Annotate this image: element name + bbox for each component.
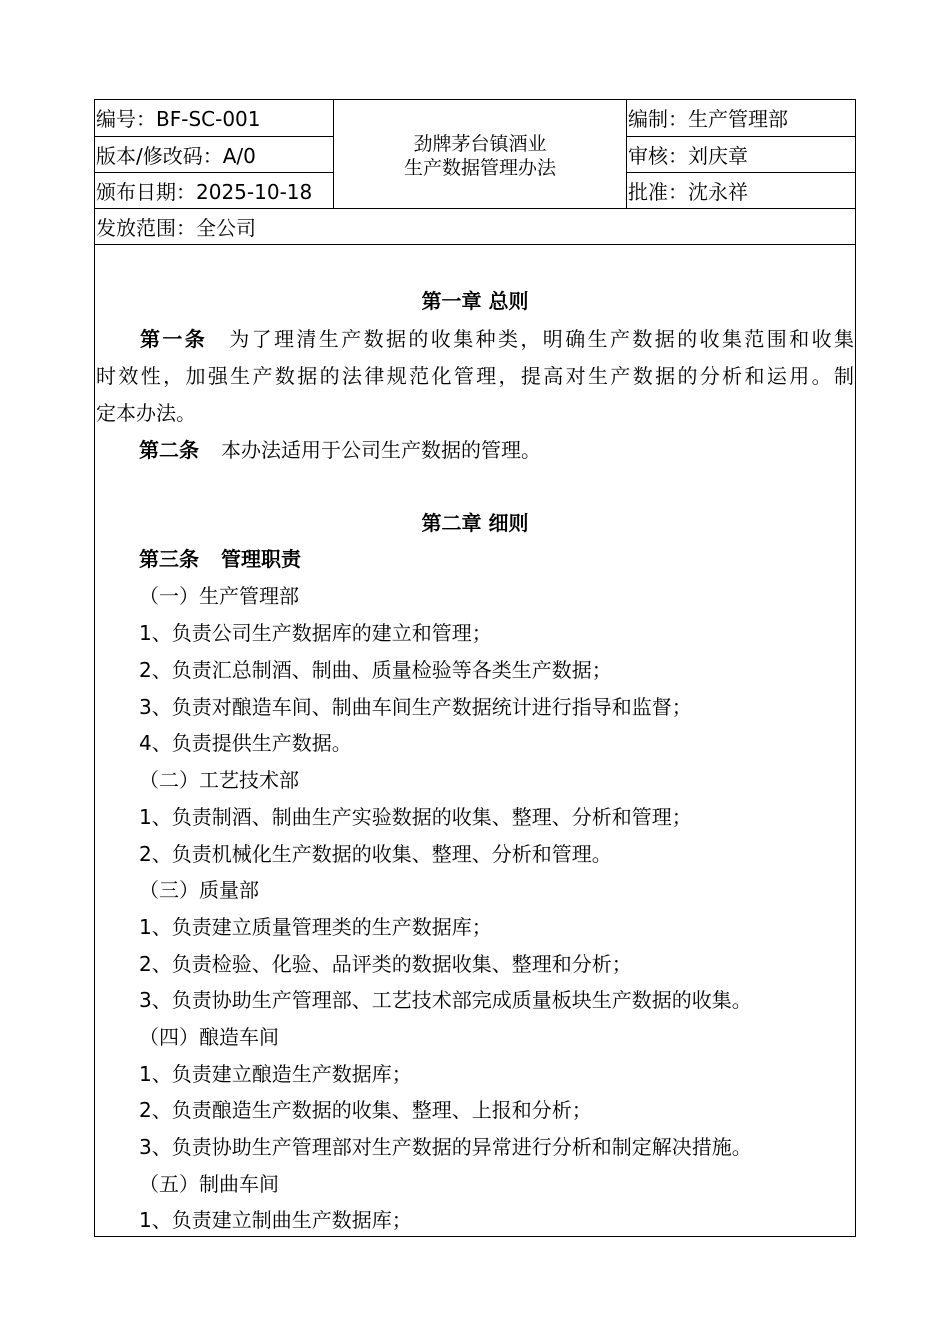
reviewed-by: 审核：刘庆章: [628, 144, 748, 168]
doc-number: 编号：BF-SC-001: [96, 107, 261, 131]
doc-title-line1: 劲牌茅台镇酒业: [413, 133, 547, 155]
article-1-text: 为了理清生产数据的收集种类，明确生产数据的收集范围和收集: [229, 327, 855, 351]
list-item: 1、负责建立酿造生产数据库；: [139, 1062, 412, 1086]
section-heading: （五）制曲车间: [139, 1172, 279, 1196]
list-item: 1、负责公司生产数据库的建立和管理；: [139, 621, 492, 645]
article-1-line1: [96, 321, 854, 357]
doc-title-line2: 生产数据管理办法: [403, 157, 556, 179]
issue-date: 颁布日期：2025-10-18: [96, 180, 313, 204]
article-2-label: 第二条: [139, 438, 199, 462]
section-heading: （一）生产管理部: [139, 584, 299, 608]
chapter-2-title: 第二章 细则: [421, 511, 529, 535]
version-code: 版本/修改码：A/0: [96, 144, 256, 168]
list-item: 2、负责酿造生产数据的收集、整理、上报和分析；: [139, 1098, 592, 1122]
header-divider: [626, 99, 627, 209]
article-2: [139, 432, 541, 468]
list-item: 2、负责机械化生产数据的收集、整理、分析和管理。: [139, 842, 612, 866]
approved-by: 批准：沈永祥: [628, 180, 748, 204]
section-heading: （二）工艺技术部: [139, 768, 299, 792]
list-item: 1、负责建立制曲生产数据库；: [139, 1208, 412, 1232]
article-3-title: 管理职责: [221, 547, 301, 571]
article-2-text: 本办法适用于公司生产数据的管理。: [221, 438, 541, 462]
list-item: 4、负责提供生产数据。: [139, 731, 352, 755]
article-3: [139, 541, 301, 577]
article-3-label: 第三条: [139, 547, 199, 571]
list-item: 3、负责协助生产管理部、工艺技术部完成质量板块生产数据的收集。: [139, 988, 752, 1012]
article-1-label: 第一条: [140, 327, 208, 351]
article-1-line2: 时效性，加强生产数据的法律规范化管理，提高对生产数据的分析和运用。制: [96, 364, 854, 388]
list-item: 1、负责建立质量管理类的生产数据库；: [139, 915, 492, 939]
distribution-scope: 发放范围：全公司: [96, 216, 256, 240]
list-item: 2、负责检验、化验、品评类的数据收集、整理和分析；: [139, 952, 632, 976]
section-heading: （四）酿造车间: [139, 1025, 279, 1049]
list-item: 3、负责对酿造车间、制曲车间生产数据统计进行指导和监督；: [139, 695, 692, 719]
section-heading: （三）质量部: [139, 878, 259, 902]
chapter-1-title: 第一章 总则: [421, 289, 529, 313]
list-item: 1、负责制酒、制曲生产实验数据的收集、整理、分析和管理；: [139, 805, 692, 829]
compiled-by: 编制：生产管理部: [628, 107, 788, 131]
article-1-line3: 定本办法。: [96, 401, 196, 425]
list-item: 2、负责汇总制酒、制曲、质量检验等各类生产数据；: [139, 658, 612, 682]
list-item: 3、负责协助生产管理部对生产数据的异常进行分析和制定解决措施。: [139, 1135, 752, 1159]
